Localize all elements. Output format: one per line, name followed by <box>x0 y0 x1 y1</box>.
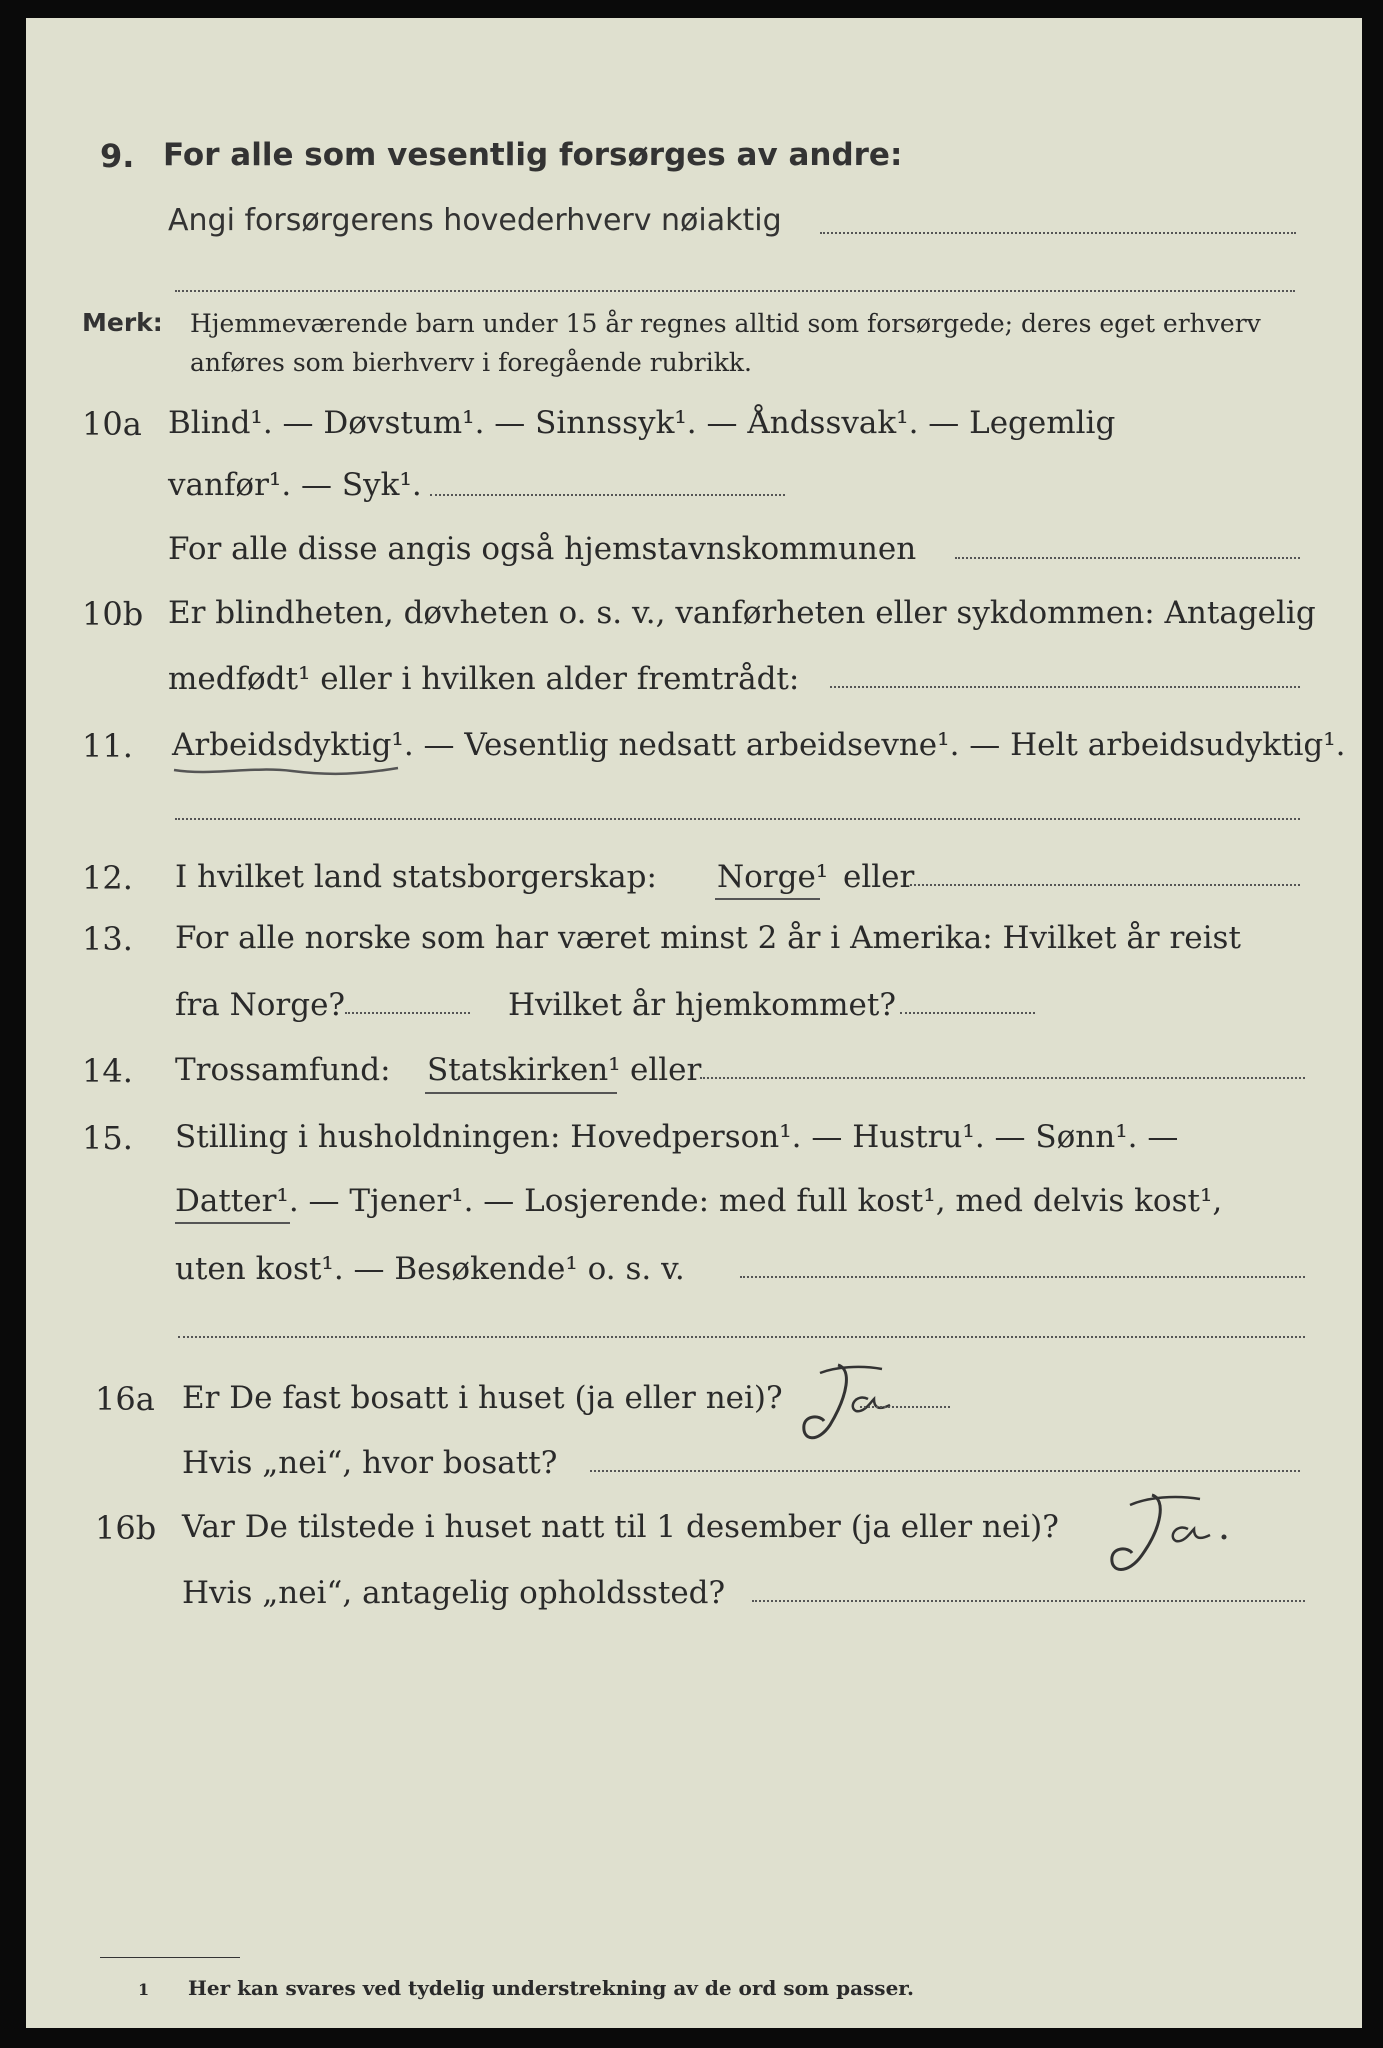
q16b-handwritten-answer <box>1090 1485 1240 1585</box>
merk-label: Merk: <box>82 308 163 337</box>
footnote-mark: 1 <box>138 1980 150 1999</box>
q9-heading: For alle som vesentlig forsørges av andre: <box>163 137 903 173</box>
q15-line-3: uten kost¹. — Besøkende¹ o. s. v. <box>175 1251 685 1287</box>
q13-line-2b: Hvilket år hjemkommet? <box>508 987 896 1023</box>
merk-line-2: anføres som bierhverv i foregående rubrikk. <box>190 348 752 377</box>
q10b-answer-line[interactable] <box>830 686 1300 688</box>
q10a-municipality-line[interactable] <box>955 557 1300 559</box>
q16b-number: 16b <box>95 1509 157 1547</box>
q14-suffix: eller <box>630 1052 702 1088</box>
q11-answer-line[interactable] <box>175 818 1300 820</box>
footnote-rule <box>100 1957 240 1958</box>
q13-line-2a: fra Norge? <box>175 987 346 1023</box>
q13-number: 13. <box>82 920 133 958</box>
q9-line: Angi forsørgerens hovederhverv nøiaktig <box>168 203 782 238</box>
q16a-residence-line[interactable] <box>590 1470 1300 1472</box>
q16a-handwritten-answer <box>790 1355 910 1455</box>
q16a-answer-line[interactable] <box>860 1406 950 1408</box>
q11-line-1: Arbeidsdyktig¹. — Vesentlig nedsatt arbeidsevne¹. — Helt arbeidsudyktig¹. <box>172 727 1346 763</box>
q13-departure-year-line[interactable] <box>345 1012 470 1014</box>
q13-return-year-line[interactable] <box>900 1012 1035 1014</box>
q16a-number: 16a <box>95 1380 155 1418</box>
q12-answer-line[interactable] <box>910 884 1300 886</box>
q16b-line-2: Hvis „nei“, antagelig opholdssted? <box>182 1575 726 1611</box>
q9-answer-line[interactable] <box>820 232 1296 234</box>
q13-line-1: For alle norske som har været minst 2 år i Amerika: Hvilket år reist <box>175 920 1241 956</box>
q15-line-2: Datter¹. — Tjener¹. — Losjerende: med full kost¹, med delvis kost¹, <box>175 1183 1223 1219</box>
q10b-line-1: Er blindheten, døvheten o. s. v., vanførheten eller sykdommen: Antagelig <box>168 595 1316 631</box>
q15-datter-underline <box>175 1222 290 1224</box>
q12-option-norge[interactable]: Norge¹ <box>717 859 829 895</box>
merk-line-1: Hjemmeværende barn under 15 år regnes alltid som forsørgede; deres eget erhverv <box>190 309 1261 338</box>
q11-handwritten-underline <box>172 762 402 778</box>
q11-number: 11. <box>82 727 133 765</box>
q16b-whereabouts-line[interactable] <box>752 1600 1305 1602</box>
q10b-line-2: medfødt¹ eller i hvilken alder fremtrådt: <box>168 661 800 697</box>
q9-answer-line-2[interactable] <box>175 290 1295 292</box>
q12-suffix: eller <box>843 859 915 895</box>
q14-option-statskirken[interactable]: Statskirken¹ <box>427 1052 621 1088</box>
q10a-line-3: For alle disse angis også hjemstavnskommunen <box>168 531 917 567</box>
q14-answer-line[interactable] <box>700 1077 1305 1079</box>
q12-number: 12. <box>82 859 133 897</box>
q15-line-1: Stilling i husholdningen: Hovedperson¹. — Hustru¹. — Sønn¹. — <box>175 1119 1179 1155</box>
q10b-number: 10b <box>82 595 144 633</box>
q16b-line-1: Var De tilstede i huset natt til 1 desember (ja eller nei)? <box>182 1509 1059 1545</box>
q10a-sick-answer-line[interactable] <box>430 494 785 496</box>
q10a-line-1: Blind¹. — Døvstum¹. — Sinnssyk¹. — Åndssvak¹. — Legemlig <box>168 405 1116 441</box>
q9-number: 9. <box>100 137 135 175</box>
q15-answer-line-2[interactable] <box>178 1336 1305 1338</box>
q14-prefix: Trossamfund: <box>175 1052 391 1088</box>
q14-statskirken-underline <box>425 1092 617 1094</box>
q12-norge-underline <box>715 898 820 900</box>
q16a-line-1: Er De fast bosatt i huset (ja eller nei)? <box>182 1380 783 1416</box>
footnote-text: Her kan svares ved tydelig understrekning av de ord som passer. <box>188 1976 914 2000</box>
q12-prefix: I hvilket land statsborgerskap: <box>175 859 657 895</box>
q16a-line-2: Hvis „nei“, hvor bosatt? <box>182 1445 558 1481</box>
q10a-number: 10a <box>82 405 142 443</box>
q10a-line-2: vanfør¹. — Syk¹. <box>168 467 422 503</box>
q15-answer-line[interactable] <box>740 1276 1305 1278</box>
q15-number: 15. <box>82 1119 133 1157</box>
q14-number: 14. <box>82 1052 133 1090</box>
